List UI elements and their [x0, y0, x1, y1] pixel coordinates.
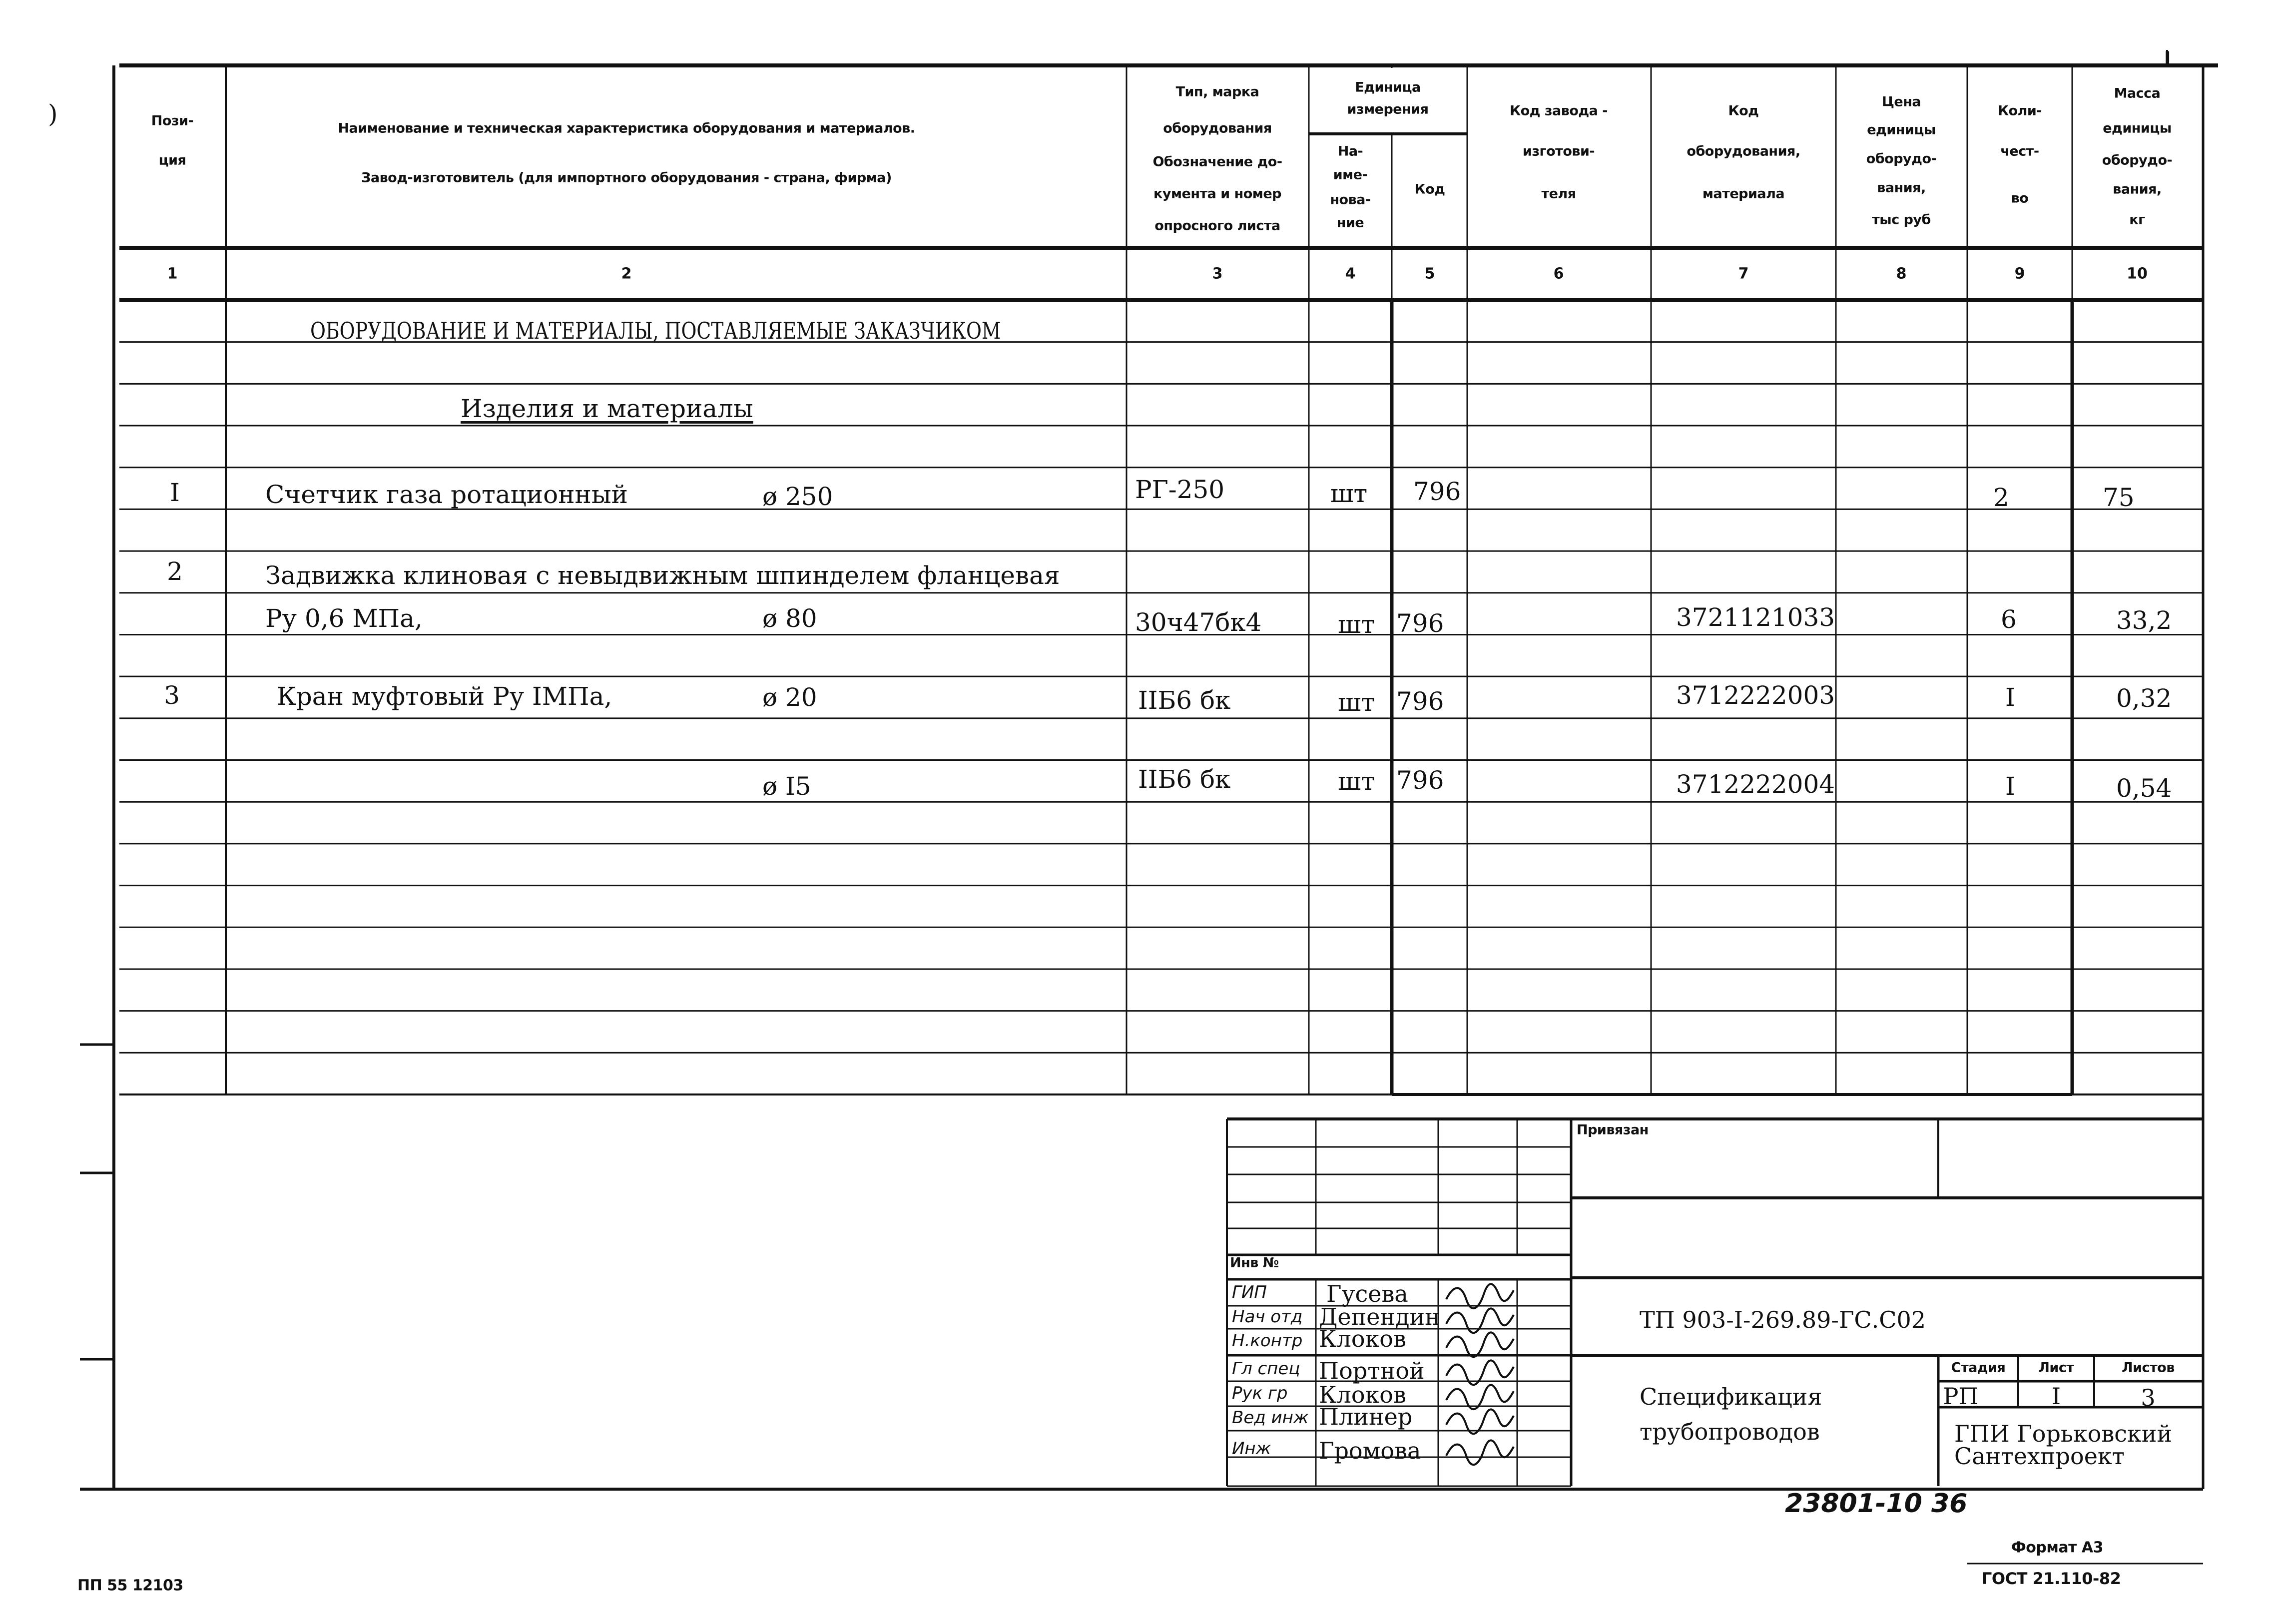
header-position: Пози-	[151, 113, 194, 129]
signature-icon	[1446, 1284, 1514, 1308]
row-mass: 75	[2103, 483, 2135, 512]
header-quantity: Коли-	[1997, 103, 2042, 119]
column-number: 5	[1424, 265, 1435, 283]
organization-name: ГПИ Горьковский	[1954, 1420, 2173, 1447]
header-mass: вания,	[2113, 181, 2162, 197]
document-title: трубопроводов	[1640, 1418, 1820, 1445]
header-name: Наименование и техническая характеристика оборудования и материалов.	[338, 120, 915, 136]
row-type: 30ч47бк4	[1135, 608, 1262, 637]
header-manufacturer: Завод-изготовитель (для импортного оборудования - страна, фирма)	[361, 170, 892, 186]
header-unit-name: име-	[1333, 167, 1368, 183]
inventory-number-label: Инв №	[1230, 1255, 1279, 1271]
row-position: 2	[167, 557, 183, 586]
column-number: 1	[167, 265, 178, 283]
signer-name: Депендин	[1319, 1303, 1440, 1330]
signer-role: Нач отд	[1232, 1307, 1303, 1327]
row-unit: шт	[1330, 479, 1368, 508]
header-mass: Масса	[2114, 85, 2161, 101]
signer-role: Н.контр	[1232, 1331, 1303, 1351]
section-title: ОБОРУДОВАНИЕ И МАТЕРИАЛЫ, ПОСТАВЛЯЕМЫЕ ЗАКАЗЧИКОМ	[310, 317, 1001, 344]
header-type: Обозначение до-	[1152, 154, 1282, 170]
row-unit-code: 796	[1413, 477, 1461, 506]
row-name: Счетчик газа ротационный	[265, 480, 628, 509]
standard-label: ГОСТ 21.110-82	[1982, 1569, 2121, 1588]
row-type: IIБ6 бк	[1138, 765, 1231, 794]
header-type: опросного листа	[1154, 218, 1280, 234]
sheets-label: Листов	[2122, 1360, 2175, 1376]
signature-icon	[1446, 1440, 1514, 1465]
header-price: оборудо-	[1866, 151, 1937, 167]
row-unit-code: 796	[1396, 766, 1444, 795]
signer-role: Гл спец	[1232, 1359, 1300, 1379]
header-unit-name: На-	[1337, 143, 1363, 159]
sheets-value: 3	[2141, 1384, 2156, 1411]
signer-name: Плинер	[1319, 1403, 1413, 1430]
header-unit-name: нова-	[1330, 192, 1371, 208]
archive-number: 23801-10 36	[1785, 1489, 1968, 1519]
signer-name: Клоков	[1319, 1325, 1406, 1352]
row-quantity: I	[2005, 772, 2015, 801]
row-position: 3	[164, 681, 180, 710]
row-mass: 0,54	[2116, 774, 2172, 803]
row-name: Кран муфтовый Ру IМПа,	[277, 682, 612, 711]
header-price: единицы	[1867, 122, 1936, 138]
margin-mark: )	[48, 99, 58, 128]
row-code: 3721121033	[1676, 603, 1835, 632]
organization-name: Сантехпроект	[1954, 1443, 2125, 1470]
subsection-title: Изделия и материалы	[461, 394, 753, 423]
row-code: 3712222004	[1676, 770, 1835, 799]
row-diameter: ø 250	[762, 482, 833, 511]
header-quantity: во	[2011, 190, 2029, 206]
document-title: Спецификация	[1640, 1383, 1822, 1410]
header-mass: единицы	[2103, 120, 2172, 136]
column-number: 3	[1212, 265, 1223, 283]
print-stamp: ПП 55 12103	[77, 1577, 183, 1595]
row-diameter: ø I5	[762, 772, 811, 801]
signer-name: Клоков	[1319, 1381, 1406, 1408]
attached-label: Привязан	[1577, 1122, 1649, 1138]
stage-label: Стадия	[1951, 1360, 2006, 1376]
header-unit-group: Единица	[1355, 79, 1421, 95]
row-type: IIБ6 бк	[1138, 686, 1231, 715]
row-mass: 0,32	[2116, 684, 2172, 713]
column-number: 10	[2127, 265, 2148, 283]
signer-name: Гусева	[1326, 1280, 1408, 1307]
row-unit: шт	[1338, 610, 1375, 639]
header-mass: оборудо-	[2102, 152, 2173, 168]
document-code: ТП 903-I-269.89-ГС.С02	[1640, 1306, 1926, 1333]
corner-mark: I	[2164, 48, 2171, 69]
header-unit-group: измерения	[1347, 101, 1429, 117]
signer-role: Рук гр	[1232, 1383, 1288, 1403]
column-number: 2	[621, 265, 632, 283]
column-number: 9	[2014, 265, 2025, 283]
signer-role: Инж	[1232, 1439, 1271, 1459]
column-number: 8	[1896, 265, 1907, 283]
sheet-label: Лист	[2038, 1360, 2074, 1376]
header-equipment-code: Код	[1728, 103, 1759, 119]
header-quantity: чест-	[2000, 143, 2039, 159]
header-factory-code: теля	[1541, 186, 1576, 202]
header-equipment-code: материала	[1702, 186, 1785, 202]
header-position: ция	[158, 152, 186, 168]
row-position: I	[170, 478, 180, 507]
stage-value: РП	[1943, 1383, 1979, 1410]
header-price: тыс руб	[1872, 212, 1931, 228]
row-diameter: ø 20	[762, 683, 817, 712]
header-type: кумента и номер	[1153, 186, 1281, 202]
row-type: РГ-250	[1135, 475, 1225, 504]
header-price: Цена	[1881, 94, 1921, 110]
row-unit-code: 796	[1396, 687, 1444, 716]
header-mass: кг	[2129, 212, 2145, 228]
header-factory-code: Код завода -	[1510, 103, 1608, 119]
signer-name: Громова	[1319, 1437, 1421, 1464]
row-quantity: I	[2005, 683, 2015, 712]
row-name: Ру 0,6 МПа,	[265, 604, 423, 633]
row-unit: шт	[1338, 688, 1375, 717]
row-unit: шт	[1338, 767, 1375, 796]
column-number: 7	[1738, 265, 1749, 283]
row-name: Задвижка клиновая с невыдвижным шпинделем фланцевая	[265, 561, 1060, 590]
row-diameter: ø 80	[762, 604, 817, 633]
row-quantity: 2	[1993, 483, 2009, 512]
column-number: 4	[1345, 265, 1356, 283]
sheet-value: I	[2051, 1383, 2061, 1410]
header-unit-code: Код	[1414, 181, 1445, 197]
signer-name: Портной	[1319, 1357, 1425, 1384]
header-price: вания,	[1877, 180, 1926, 196]
signature-icon	[1446, 1332, 1514, 1357]
row-quantity: 6	[2001, 605, 2017, 634]
header-type: Тип, марка	[1175, 84, 1259, 100]
header-factory-code: изготови-	[1522, 143, 1595, 159]
row-mass: 33,2	[2116, 606, 2172, 635]
row-unit-code: 796	[1396, 609, 1444, 638]
header-equipment-code: оборудования,	[1687, 143, 1800, 159]
signer-role: Вед инж	[1232, 1408, 1309, 1428]
header-unit-name: ние	[1336, 215, 1364, 231]
column-number: 6	[1553, 265, 1564, 283]
row-code: 3712222003	[1676, 681, 1835, 710]
header-type: оборудования	[1163, 120, 1272, 136]
signer-role: ГИП	[1232, 1282, 1267, 1302]
format-label: Формат А3	[2011, 1539, 2104, 1557]
